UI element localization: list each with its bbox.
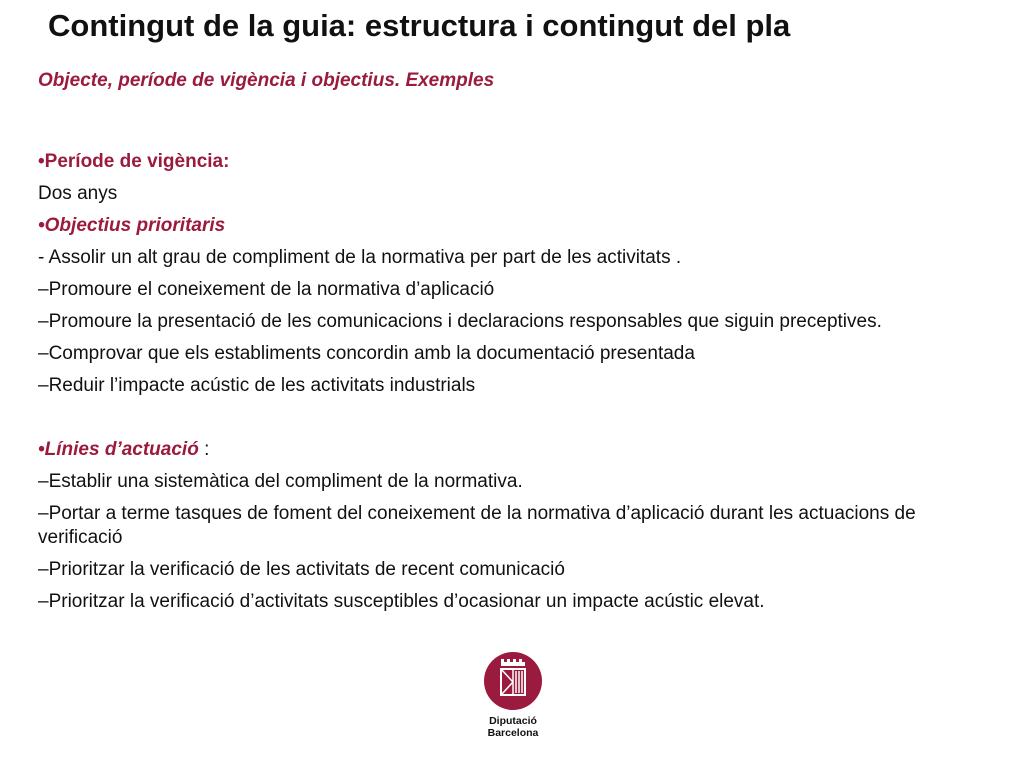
slide-content [38, 150, 978, 622]
objective-item: –Comprovar que els establiments concordin amb la documentació presentada [38, 343, 695, 364]
diputacio-logo [482, 652, 544, 739]
section-spacer [38, 406, 978, 438]
slide-title: Contingut de la guia: estructura i contingut del pla [48, 8, 791, 43]
period-heading: •Període de vigència: [38, 151, 230, 172]
objectives-heading: •Objectius prioritaris [38, 215, 226, 236]
objective-item: –Reduir l’impacte acústic de les activitats industrials [38, 375, 476, 396]
slide-subtitle: Objecte, període de vigència i objectius. Exemples [38, 70, 495, 91]
logo-line-2: Barcelona [487, 727, 539, 739]
objective-item: –Promoure el coneixement de la normativa d’aplicació [38, 279, 495, 300]
action-item: –Portar a terme tasques de foment del coneixement de la normativa d’aplicació durant les actuacions de verificació [38, 503, 916, 548]
diputacio-emblem-icon [484, 652, 542, 710]
objective-item: –Promoure la presentació de les comunicacions i declaracions responsables que siguin preceptives. [38, 311, 882, 332]
lines-of-action-heading: •Línies d’actuació [38, 439, 199, 460]
period-value: Dos anys [38, 183, 118, 204]
objective-item: - Assolir un alt grau de compliment de la normativa per part de les activitats . [38, 247, 682, 268]
action-item: –Prioritzar la verificació de les activitats de recent comunicació [38, 559, 565, 580]
lines-of-action-heading-row [38, 438, 978, 462]
logo-line-1: Diputació [489, 715, 537, 727]
action-item: –Establir una sistemàtica del compliment de la normativa. [38, 471, 523, 492]
lines-of-action-heading-suffix: : [198, 439, 210, 460]
action-item: –Prioritzar la verificació d’activitats susceptibles d’ocasionar un impacte acústic elevat. [38, 591, 765, 612]
